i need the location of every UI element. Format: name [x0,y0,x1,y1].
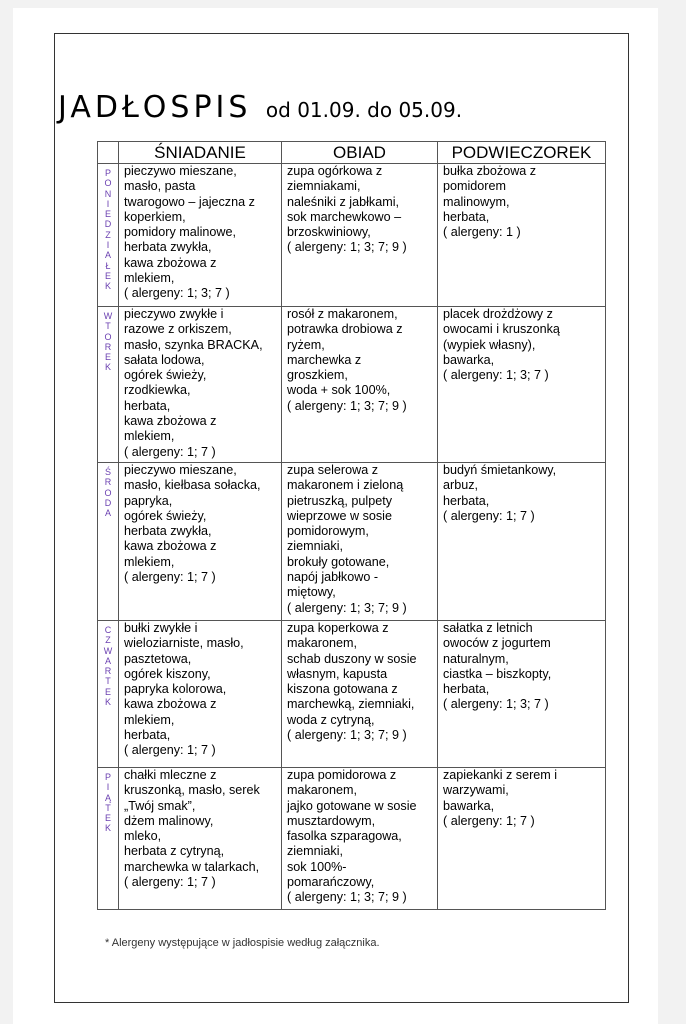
menu-line: kawa zbożowa z [124,414,217,429]
menu-line: arbuz, [443,478,479,493]
menu-line: ( alergeny: 1; 7 ) [443,813,535,828]
menu-line: jajko gotowane w sosie [287,798,417,813]
menu-line: wieloziarniste, masło, [124,636,244,651]
menu-line: naleśniki z jabłkami, [287,194,399,209]
breakfast-cell [119,621,282,768]
menu-line: ziemniaki, [287,844,343,859]
lunch-cell [282,164,438,307]
menu-line: schab duszony w sosie [287,651,417,666]
menu-line: herbata zwykła, [124,240,212,255]
table-row [98,768,606,910]
menu-line: ( alergeny: 1; 7 ) [124,743,216,758]
menu-line: ( alergeny: 1; 3; 7 ) [443,697,549,712]
snack-cell [438,463,606,621]
menu-line: sałatka z letnich [443,621,533,635]
menu-line: ( alergeny: 1; 3; 7; 9 ) [287,728,407,743]
menu-line: bułka zbożowa z [443,164,537,178]
menu-line: zupa ogórkowa z [287,164,383,178]
menu-line: placek drożdżowy z [443,307,553,321]
menu-line: marchewką, ziemniaki, [287,697,415,712]
menu-line: ( alergeny: 1; 3; 7 ) [124,286,230,301]
menu-line: kawa zbożowa z [124,697,217,712]
breakfast-cell [119,463,282,621]
menu-line: razowe z orkiszem, [124,322,232,337]
header-day [98,142,119,164]
menu-line: ( alergeny: 1; 3; 7; 9 ) [287,398,407,413]
menu-line: napój jabłkowo - [287,570,379,585]
menu-line: potrawka drobiowa z [287,322,403,337]
menu-line: pomarańczowy, [287,875,375,890]
menu-line: herbata, [443,493,490,508]
menu-line: woda z cytryną, [287,712,375,727]
menu-line: masło, kiełbasa sołacka, [124,478,261,493]
menu-line: pasztetowa, [124,651,192,666]
day-name: Ś R O D A [104,467,112,519]
menu-line: fasolka szparagowa, [287,829,402,844]
table-row [98,307,606,463]
menu-line: chałki mleczne z [124,768,217,782]
day-label [98,463,119,621]
menu-line: papryka, [124,493,173,508]
menu-line: ( alergeny: 1; 3; 7; 9 ) [287,600,407,615]
menu-line: zupa koperkowa z [287,621,389,635]
menu-line: zupa selerowa z [287,463,379,477]
menu-line: ( alergeny: 1 ) [443,225,521,240]
table-row [98,164,606,307]
menu-line: rosół z makaronem, [287,307,398,321]
menu-line: ( alergeny: 1; 3; 7; 9 ) [287,890,407,905]
menu-line: owoców z jogurtem [443,636,551,651]
header-snack: PODWIECZOREK [438,142,606,164]
menu-line: pieczywo mieszane, [124,164,237,178]
menu-table [97,141,606,910]
day-name: C Z W A R T E K [103,625,113,708]
menu-line: twarogowo – jajeczna z [124,194,255,209]
menu-line: makaronem, [287,636,357,651]
page-title: JADŁOSPIS [58,90,252,125]
title-row [58,90,578,125]
menu-line: bawarka, [443,798,495,813]
day-name: P O N I E D Z I A Ł E K [104,168,112,292]
breakfast-cell [119,164,282,307]
menu-line: pieczywo zwykłe i [124,307,224,321]
menu-line: kawa zbożowa z [124,255,217,270]
day-label [98,621,119,768]
menu-line: makaronem, [287,783,357,798]
day-name: W T O R E K [103,311,113,373]
menu-line: mlekiem, [124,429,175,444]
menu-line: woda + sok 100%, [287,383,391,398]
menu-line: herbata, [124,728,171,743]
menu-line: musztardowym, [287,813,376,828]
lunch-cell [282,621,438,768]
lunch-cell [282,307,438,463]
menu-line: brokuły gotowane, [287,554,390,569]
menu-line: sok 100%- [287,859,347,874]
breakfast-cell [119,768,282,910]
menu-line: ogórek świeży, [124,368,207,383]
menu-line: herbata, [443,209,490,224]
menu-line: (wypiek własny), [443,337,536,352]
menu-line: ( alergeny: 1; 3; 7; 9 ) [287,240,407,255]
header-breakfast: ŚNIADANIE [119,142,282,164]
menu-line: owocami i kruszonką [443,322,560,337]
snack-cell [438,164,606,307]
menu-line: papryka kolorowa, [124,682,227,697]
menu-line: kawa zbożowa z [124,539,217,554]
menu-line: herbata, [443,682,490,697]
menu-line: ogórek kiszony, [124,666,211,681]
menu-line: ziemniaki, [287,539,343,554]
date-range: od 01.09. do 05.09. [265,98,463,122]
menu-line: dżem malinowy, [124,813,214,828]
menu-line: herbata z cytryną, [124,844,225,859]
menu-line: zapiekanki z serem i [443,768,558,782]
menu-line: „Twój smak”, [124,798,196,813]
snack-cell [438,307,606,463]
day-label [98,164,119,307]
menu-line: wieprzowe w sosie [287,508,392,523]
menu-line: bawarka, [443,352,495,367]
lunch-cell [282,463,438,621]
menu-line: ( alergeny: 1; 7 ) [124,570,216,585]
table-row [98,463,606,621]
menu-line: sok marchewkowo – [287,209,402,224]
menu-line: ( alergeny: 1; 7 ) [124,875,216,890]
menu-line: naturalnym, [443,651,509,666]
menu-line: ogórek świeży, [124,508,207,523]
menu-line: zupa pomidorowa z [287,768,397,782]
menu-line: marchewka z [287,352,362,367]
menu-line: mlekiem, [124,554,175,569]
menu-line: budyń śmietankowy, [443,463,557,477]
day-name: P I Ą T E K [104,772,111,834]
menu-line: masło, pasta [124,179,196,194]
menu-line: pietruszką, pulpety [287,493,393,508]
day-label [98,307,119,463]
menu-line: masło, szynka BRACKA, [124,337,263,352]
menu-line: ( alergeny: 1; 7 ) [443,508,535,523]
menu-line: herbata zwykła, [124,524,212,539]
menu-line: pomidory malinowe, [124,225,236,240]
lunch-cell [282,768,438,910]
menu-line: kruszonką, masło, serek [124,783,260,798]
menu-line: własnym, kapusta [287,666,388,681]
menu-line: marchewka w talarkach, [124,859,260,874]
menu-line: ciastka – biszkopty, [443,666,552,681]
menu-line: miętowy, [287,585,336,600]
menu-line: mlekiem, [124,712,175,727]
menu-line: pieczywo mieszane, [124,463,237,477]
menu-line: brzoskwiniowy, [287,225,371,240]
menu-line: ( alergeny: 1; 3; 7 ) [443,368,549,383]
menu-line: pomidorowym, [287,524,369,539]
menu-line: warzywami, [443,783,509,798]
menu-line: mlekiem, [124,271,175,286]
day-label [98,768,119,910]
menu-line: ryżem, [287,337,325,352]
menu-line: koperkiem, [124,209,186,224]
header-row [98,142,606,164]
menu-line: pomidorem [443,179,506,194]
snack-cell [438,621,606,768]
menu-line: mleko, [124,829,162,844]
snack-cell [438,768,606,910]
document-page [13,8,658,1024]
menu-line: herbata, [124,398,171,413]
menu-line: sałata lodowa, [124,352,205,367]
menu-line: makaronem i zieloną [287,478,404,493]
breakfast-cell [119,307,282,463]
menu-line: malinowym, [443,194,510,209]
menu-line: groszkiem, [287,368,348,383]
menu-line: ziemniakami, [287,179,361,194]
header-lunch: OBIAD [282,142,438,164]
menu-line: ( alergeny: 1; 7 ) [124,444,216,459]
menu-line: bułki zwykłe i [124,621,198,635]
menu-line: kiszona gotowana z [287,682,398,697]
footnote: * Alergeny występujące w jadłospisie według załącznika. [105,937,380,949]
menu-line: rzodkiewka, [124,383,191,398]
table-row [98,621,606,768]
